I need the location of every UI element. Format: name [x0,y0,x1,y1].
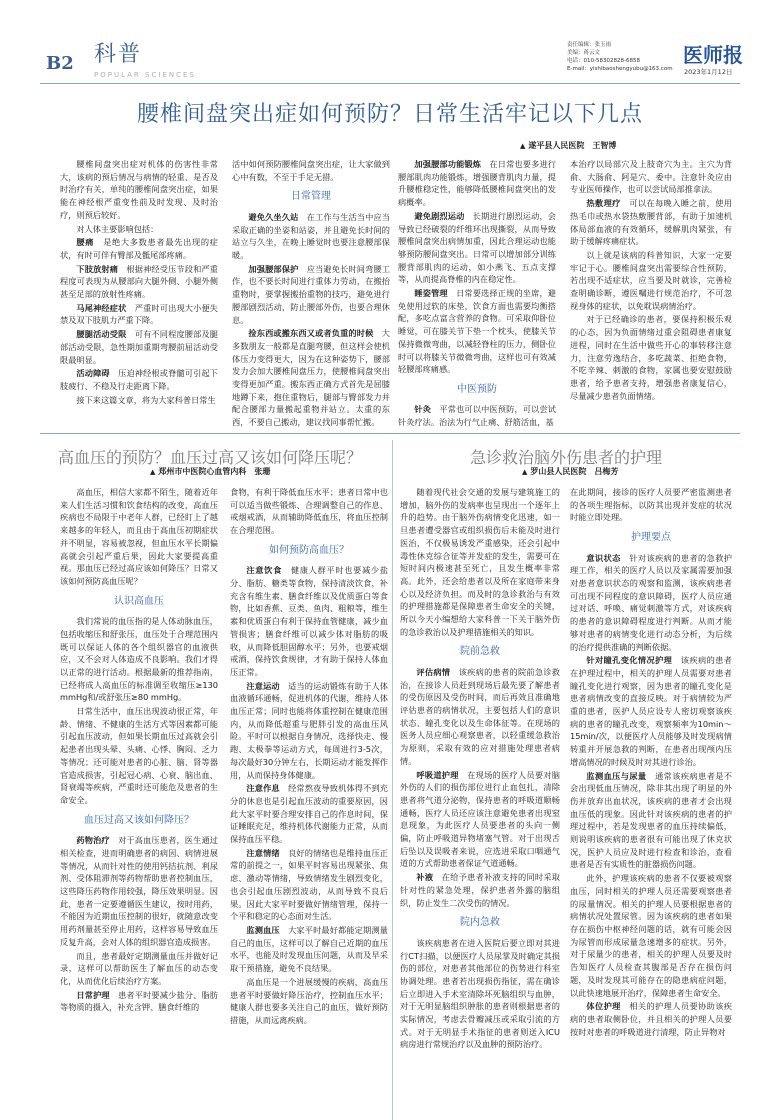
section-divider [40,433,740,434]
paragraph: 活动障碍 压迫神经根或脊髓可引起下肢疲行、不稳及行走距离下降。 [60,368,218,391]
paragraph-lead: 注意情绪 [246,847,280,858]
paragraph: 对人体主要影响包括： [76,223,159,234]
paragraph: 针对瞳孔变化情况护理 该疾病的患者在护理过程中，相关的护理人员需要对患者瞳孔变化进行观察，因为患者的瞳孔变化是患者病情改变的直接反映。对于病情较为严重的患者，医护人员应设专人密切观察该疾病的患者的瞳孔改变，观察频率为10min～15min/次，以便医疗人员能够及时发现病情转重并开展急救的判断，在患者出现颅内压增高情况的时候及时对其进行诊治。 [570,655,732,767]
article1-column-1 [60,158,218,430]
paragraph: 避免久坐久站 在工作与生活当中应当采取正确的坐姿和站姿，并且避免长时间的站立与久坐，在晚上睡觉时也要注意腰部保暖。 [232,211,390,261]
subheading: 如何预防高血压？ [269,544,349,556]
paragraph: 避免剧烈运动 长期进行剧烈运动，会导致已经破裂的纤维环出现撕裂，从而导致腰椎间盘突出病情加重，因此合理运动也能够预防腰间盘突出。日常可以增加部分训练腰背部肌肉的运动，如小燕飞、五点支撑等，从而提高脊椎的内在稳定性。 [398,210,556,285]
paragraph: 马尾神经症状 严重时可出现大小便失禁及双下肢肌力严重下降。 [60,302,218,326]
paragraph: 注意情绪 良好的情绪也是维持血压正常的前提之一，如果平时容易出现紧张、焦虑、激动等情绪，导致情绪发生剧烈变化，也会引起血压剧烈波动，从而导致不良后果。因此大家平时要做好情绪管理，保持一个平和稳定的心态面对生活。 [230,847,388,922]
paragraph: 食物，有利于降低血压水平；患者日常中也可以适当做些锻炼、合理调整自己的作息、戒烟戒酒，从而辅助降低血压，将血压控制在合理范围。 [230,487,388,536]
paragraph-lead: 马尾神经症状 [76,302,127,313]
subheading: 日常管理 [291,191,331,203]
editor-line: 责任编辑：张玉雨 [567,42,612,48]
paragraph-lead: 腰腿活动受限 [76,329,127,340]
paragraph-lead: 体位护理 [586,1001,621,1012]
paragraph: 腰椎间盘突出症对机体的伤害性非常大，该病的预后情况与病情的轻重、是否及时治疗有关，单纯的腰椎间盘突出症，如果能在神经根严重变性前及时发现、及时治疗，则预后较好。 [60,159,218,220]
paragraph-lead: 避免剧烈运动 [414,210,465,221]
paragraph: 以上就是该病的科普知识，大家一定要牢记于心。腰椎间盘突出需要综合性预防，若出现不适症状，应当要及时就诊，完善检查明确诊断，遵医嘱进行规范治疗，不可忽视身体的症状，以免耽误病情治疗。 [570,249,732,311]
article1-column-4 [570,158,732,430]
editor-line: E-mail：yishibaoshengyubu@163.com [567,65,673,72]
paragraph-lead: 评估病情 [416,666,451,677]
paragraph: 随着现代社会交通的发展与建筑施工的增加，脑外伤的发病率也呈现出一个逐年上升的趋势。由于脑外伤病情变化迅速，如一旦患者遭受器官或组织损伤后未能及时进行医治，不仅极易诱发严重感染，还会引起中毒性休克综合征等并发症的发生，需要可在短时间内极速甚至死亡，且发生概率非常高。此外，还会给患者以及所在家庭带来身心以及经济负担。而及时的急诊救治与有效的护理措施都是保障患者生命安全的关键，所以今天小编想给大家科普一下关于脑外伤的急诊救治以及护理措施相关的知识。 [400,487,560,637]
header-divider [40,83,740,84]
masthead [0,0,780,80]
paragraph: 呼吸道护理 在现场的医疗人员要对脑外伤的人们的损伤部位进行止血包扎，清除患者将气道分泌物，保持患者的呼吸道顺畅通畅，医疗人员还应该注意避免患者出现窒息现象，为此医疗人员要患者的头向一侧偏，防止呼吸道异物堵塞气管。对于出现舌后坠以及误吸者来说，应选进采取口咽通气道的方式帮助患者保证气道通畅。 [400,769,560,869]
paragraph-lead: 避免久坐久站 [248,211,299,222]
paragraph: 日常护理 患者平时要减少盐分、脂肪等物质的摄入，补充含钾、膳食纤维的 [60,989,218,1013]
paragraph: 我们常说的血压指的是人体动脉血压，包括收缩压和舒张压，血压处于合理范围内既可以保证人体的各个组织器官的血液供应，又不会对人体造成不良影响。我们才得以正常的进行活动。根据最新的推荐指南，已经将成人高血压的标准调至收缩压≥130 mmHg和/或舒张压≥80 mmHg。 [60,616,218,703]
paragraph: 注意饮食 健康人群平时也要减少盐分、脂肪、糖类等食物，保持清淡饮食，补充含有维生素、膳食纤维以及优质蛋白等食物，比如香蕉、豆类、鱼肉、粗粮等，维生素和优质蛋白有利于保持血管健康，减少血管损害；膳食纤维可以减少体对脂肪的吸收，从而降低胆固醇水平；另外，也要戒烟戒酒，保持饮食规律，才有助于保持人体血压正常。 [230,565,388,677]
paragraph: 而且，患者最好定期测量血压并做好记录，这样可以帮助医生了解血压的动态变化，从而优化后续治疗方案。 [60,950,218,986]
paragraph: 监测血压与尿量 通常该疾病患者是不会出现低血压情况，除非其出现了明显的外伤并放弃出血状况，该疾病的患者才会出现血压低的现象。因此针对该疾病的患者的护理过程中，若是发现患者的血压持续偏低，则说明该疾病的患者很有可能出现了休克状况，医护人员应及时进行检查和诊治，查看患者是否有实质性的脏器损伤问题。 [570,770,732,870]
paragraph: 意识状态 针对该疾病的患者的急救护理工作，相关的医疗人员以及家属需要加强对患者意识状态的观察和监测，该疾病患者可出现不同程度的意识障碍，医疗人员应通过对话、呼唤、痛觉刺激等方式，对该疾病的患者的意识障碍程度进行判断。从而才能够对患者的病情变化进行动态分析，为后续的治疗提供准确的判断依据。 [570,552,732,652]
paragraph: 接下来这篇文章，将为大家科普日常生 [76,394,216,405]
editor-info [567,42,677,74]
paragraph: 此外，护理该疾病的患者不仅要被观察血压，同时相关的护理人员还需要观察患者的尿量情况。相关的护理人员要根据患者的病情状况处置尿管。因为该疾病的患者如果存在损伤中枢神经问题的话，就有可能会因为尿管而形成尿量急速增多的症状。另外，对于尿量少的患者，相关的护理人员要及时告知医疗人员检查其腹部是否存在损伤问题，及时发现其可能存在的隐患病症问题，以此快速地展开治疗，保障患者生命安全。 [570,873,732,998]
paragraph-lead: 注意饮食 [246,565,282,576]
paragraph: 监测血压 大家平时最好都能定期测量自己的血压，这样可以了解自己近期的血压水平，也能及时发现血压问题，从而及早采取干预措施，避免不良结果。 [230,925,388,974]
paragraph: 注意运动 适当的运动锻炼有助于人体血液循环通畅，促进机体的代谢，维持人体血压正常；同时也能将体重控制在健康范围内，从而降低超重与肥胖引发的高血压风险。平时可以根据自身情况，选择快走、慢跑、太极拳等运动方式，每周进行3-5次，每次最好30分钟左右，长期运动才能发挥作用，从而保持身体健康。 [230,680,388,780]
triangle-icon: ▲ [150,468,156,476]
issue-date: 2023年1月12日 [684,68,733,76]
paragraph: 下肢放射痛 根据神经受压节段和严重程度可表现为从腰部向大腿外侧、小腿外侧甚至足部的放射性疼痛。 [60,263,218,300]
paragraph-lead: 加强腰部功能锻炼 [414,159,482,169]
triangle-icon: ▲ [520,142,526,150]
triangle-icon: ▲ [522,468,528,476]
editor-line: 美编：蒋云文 [567,49,601,56]
paragraph: 在此期间，接诊的医疗人员要严密监测患者的各项生理指标，以防其出现并发症的状况时能立即处理。 [570,487,732,523]
article1-byline [520,140,616,152]
paragraph-lead: 药物治疗 [76,835,110,846]
paragraph-lead: 捡东西或搬东西又或者负重的时候 [248,328,374,339]
paragraph-lead: 补液 [416,872,434,883]
article3-byline [522,466,618,478]
paragraph-lead: 腰痛 [76,237,95,248]
paragraph-lead: 注意运动 [246,680,280,691]
paragraph: 高血压，相信大家都不陌生，随着近年来人们生活习惯和饮食结构的改变，高血压疾病也不局限于中老年人群，已经盯上了越来越多的年轻人，而且由于高血压初期症状并不明显，容易被忽视，但血压水平长期偏高就会引起严重后果，因此大家要提高重视。那血压已经过高应该如何降压？日常又该如何预防高血压呢？ [60,487,218,586]
paragraph-lead: 热敷理疗 [586,198,621,209]
paragraph: 腰腿活动受限 可有不同程度腰部及腿部活动受限，急性期加重期弯腰前屈活动受限最明显。 [60,329,218,365]
article2-column-2 [230,486,388,1116]
paragraph: 体位护理 相关的护理人员要协助该疾病的患者取侧卧位，并且相关的护理人员要按时对患者的呼吸道进行清理，防止异物对 [570,1001,732,1037]
paragraph: 活中如何预防腰椎间盘突出症，让大家做到心中有数，不至于手足无措。 [232,159,390,182]
article1-column-2 [232,158,390,430]
paragraph-lead: 针灸 [414,404,432,415]
paragraph-lead: 意识状态 [586,552,621,563]
subheading: 护理要点 [631,532,671,544]
paragraph: 对于已经确诊的患者，要保持积极乐观的心态，因为负面情绪过重会阻碍患者康复进程，同时在生活中做些开心的事转移注意力，注意劳逸结合，多吃蔬菜、拒绝食物，不吃辛辣、刺激的食物，家属也要安慰鼓励患者，给予患者支持，增强患者康复信心，尽量减少患者负面情绪。 [570,314,732,401]
paragraph-lead: 注意作息 [246,783,280,794]
paragraph-lead: 监测血压与尿量 [586,770,647,781]
subheading: 认识高血压 [114,595,164,607]
paragraph: 捡东西或搬东西又或者负重的时候 大多数朋友一般都是直腿弯腰，但这样会使机体压力变得更大，因为在这种姿势下，腰部发力会加大腰椎间盘压力，使腰椎间盘突出变得更加严重。搬东西正确方式首先是屈膝地蹲下来，抱住重物后，腿部与臀部发力并配合腰部力量搬起重物并站立。太重的东西，不要自己搬动，建议找同事帮忙搬。 [232,328,390,428]
article3-title: 急诊救治脑外伤患者的护理 [470,448,663,467]
paragraph: 本治疗以局部穴及上肢奇穴为主。主穴为背俞、大肠俞、阿是穴、委中。注意针灸应由专业医师操作，也可以尝试局部推拿法。 [570,159,732,195]
article2-byline [150,466,270,478]
byline-text: 罗山县人民医院 吕梅芳 [530,467,619,476]
article1-title: 腰椎间盘突出症如何预防？日常生活牢记以下几点 [136,102,643,127]
paragraph: 针灸 平常也可以中医预防，可以尝试针灸疗法。治法为行气止痛、舒筋活血，基 [398,404,556,428]
newspaper-logo: 医师报 [683,43,743,67]
subheading: 院前急救 [460,646,500,658]
subheading: 院内急救 [460,917,500,929]
paragraph: 加强腰部功能锻炼 在日常也要多进行腰部肌肉功能锻炼，增强腰背肌肉力量，提升腰椎稳定性，能够降低腰椎间盘突出的发病概率。 [398,159,556,208]
paragraph-lead: 活动障碍 [76,368,110,379]
article2-title: 高血压的预防？血压过高又该如何降压呢？ [58,448,363,467]
paragraph: 睡姿管理 日常要选择正规的坐席，避免使用过软的床垫，饮食方面也需要均衡搭配，多吃点富含营养的食物。可采取仰卧位睡觉，可在膝关节下垫一个枕头，使膝关节保持微微弯曲，以减轻脊柱的压力，侧卧位时可以将膝关节微微弯曲，这样也可有效减轻腰部疼痛感。 [398,288,556,375]
section-title: 科普 [94,42,143,67]
paragraph: 腰痛 是绝大多数患者最先出现的症状，有时可伴有臀部及骶尾部疼痛。 [60,237,218,260]
paragraph-lead: 下肢放射痛 [76,263,119,274]
paragraph-lead: 日常护理 [76,989,110,1000]
column-divider [392,440,393,1120]
article2-column-1 [60,486,218,1116]
byline-text: 郑州市中医院心血管内科 张珊 [158,467,271,476]
article3-column-2 [570,486,732,1116]
paragraph-lead: 睡姿管理 [414,288,448,299]
paragraph-lead: 加强腰部保护 [248,263,299,274]
paragraph: 药物治疗 对于高血压患者，医生通过相关检查，进而明确患者的病因、病情进展等情况，从而针对性的使用钙拮抗剂、利尿剂、受体阻滞剂等药物帮助患者控制血压，这些降压药物作用较强，降压效果明显。因此，患者一定要遵循医生建议，按时用药，不能因为近期血压控制的很好，就随意改变用药剂量甚至停止用药，这样容易导致血压反复升高，会对人体的组织器官造成损害。 [60,835,218,947]
subheading: 中医预防 [457,383,497,395]
page-number: B2 [46,53,74,74]
paragraph: 该疾病患者在进入医院后要立即对其进行CT扫描，以便医疗人员尿掌及时确定其损伤的部位，对患者其他部位的伤势进行科室协调处理。患者若出现损伤指征，需在确诊后立即进入手术室清除坏死脑组织与血肿，对于无明显脑组织肿胀的患者则根据患者的实际情况，考虑去骨瓣减压或采取引流的方式。对于无明显手术指征的患者则送入ICU病房进行常规治疗以及血肿的预防治疗。 [400,937,560,1050]
article3-column-1 [400,486,560,1116]
paragraph: 加强腰部保护 应当避免长时间弯腰工作，也不要长时间进行重体力劳动，在搬抬重物时，要掌握搬抬重物的技巧，避免进行腰部剧烈活动，防止腰部外伤，也要合理休息。 [232,263,390,325]
editor-line: 电话：010-58302828-6858 [567,57,640,64]
paragraph: 日常生活中，血压出现波动很正常，年龄、情绪、不健康的生活方式等因素都可能引起血压波动，但如果长期血压过高就会引起患者出现头晕、头痛、心悸、胸闷、乏力等情况；还可能对患者的心脏、脑、肾等器官造成损害，引起冠心病、心衰、脑出血、肾衰竭等疾病，严重时还可能危及患者的生命安全。 [60,706,218,805]
subheading: 血压过高又该如何降压？ [84,814,194,826]
paragraph: 补液 在给予患者补液支持的同时采取针对性的紧急处理，保护患者外露的脑组织，防止发生二次受伤的情况。 [400,872,560,908]
paragraph: 评估病情 该疾病的患者的院前急诊救治，在接诊人员赶到现场后最先要了解患者的受伤原因及受伤时间，而后再效且准确地评估患者的病情状况，主要包括人们的意识状态、瞳孔变化以及生命体征等。在现场的医务人员应细心观察患者，以轻重缓急救治为原则，采取有效的应对措施处理患者病情。 [400,666,560,766]
section-subtitle: POPULAR SCIENCES [94,71,196,79]
paragraph-lead: 针对瞳孔变化情况护理 [586,655,673,666]
paragraph: 热敷理疗 可以在每晚入睡之前，使用热毛巾或热水袋热敷腰背部，有助于加速机体局部血液的有效循环，缓解肌肉紧张，有助于缓解疼痛症状。 [570,198,732,247]
paragraph-lead: 监测血压 [246,925,280,935]
paragraph-lead: 呼吸道护理 [416,769,459,780]
article1-column-3 [398,158,556,430]
paragraph: 注意作息 经常熬夜导致机体得不到充分的休息也是引起血压波动的重要原因，因此大家平时要合理安排自己的作息时间，保证睡眠充足，维持机体代谢能力正常，从而保持血压平稳。 [230,783,388,845]
paragraph: 高血压是一个进展缓慢的疾病，高血压患者平时要做好降压治疗，控制血压水平；健康人群也要多关注自己的血压，做好预防措施，从而远离疾病。 [230,976,388,1025]
byline-text: 遂平县人民医院 王智博 [528,141,617,150]
